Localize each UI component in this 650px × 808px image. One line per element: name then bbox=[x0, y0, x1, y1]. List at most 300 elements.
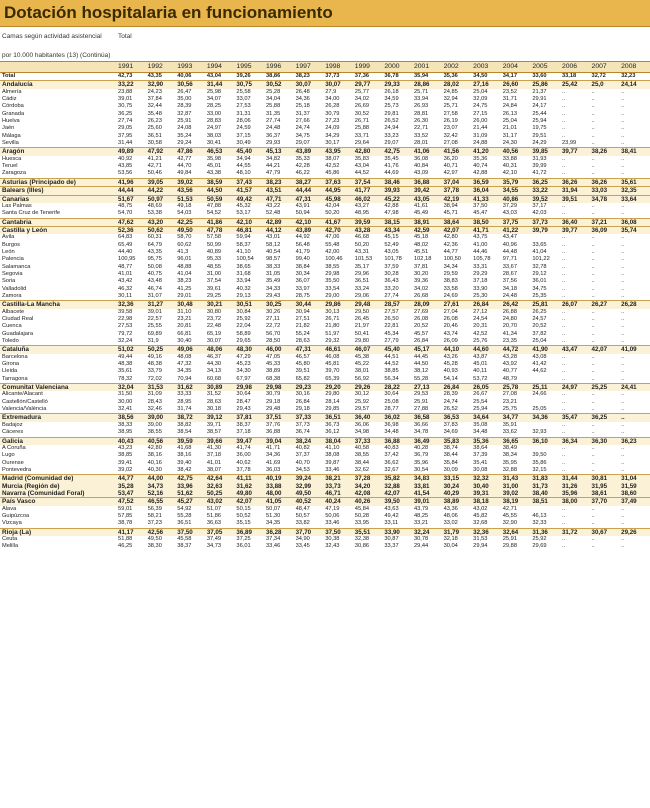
table-cell: 42,52 bbox=[325, 163, 340, 170]
table-cell: 43,02 bbox=[473, 505, 488, 512]
table-cell: 33,73 bbox=[324, 483, 354, 490]
table-cell: 39,50 bbox=[383, 498, 413, 506]
table-cell: 33,90 bbox=[473, 285, 488, 292]
table-cell: 29,32 bbox=[325, 338, 340, 345]
table-cell: 41,54 bbox=[413, 490, 443, 498]
table-cell: 41,25 bbox=[177, 285, 192, 292]
table-cell: 48,06 bbox=[443, 512, 458, 519]
table-cell: 26,27 bbox=[591, 301, 621, 309]
table-cell: 47,19 bbox=[325, 505, 340, 512]
table-cell: 40,82 bbox=[295, 444, 310, 451]
table-cell bbox=[531, 376, 561, 384]
table-cell: 25,60 bbox=[147, 125, 162, 132]
table-cell: .. bbox=[561, 125, 566, 132]
table-cell: 45,81 bbox=[325, 361, 340, 368]
table-cell: 32,72 bbox=[591, 73, 621, 81]
table-cell: 50,52 bbox=[236, 512, 251, 519]
table-cell: 49,50 bbox=[295, 490, 325, 498]
table-cell: 44,21 bbox=[266, 163, 281, 170]
table-cell: 78,32 bbox=[118, 375, 133, 382]
table-cell: 51,67 bbox=[117, 195, 147, 203]
table-cell: 48,79 bbox=[502, 375, 517, 382]
table-cell: 26,07 bbox=[561, 301, 591, 309]
table-cell: 42,64 bbox=[206, 475, 236, 483]
table-cell: .. bbox=[621, 210, 625, 217]
table-cell: 24,08 bbox=[177, 125, 192, 132]
table-cell: 37,17 bbox=[532, 202, 547, 209]
table-cell: 32,88 bbox=[502, 466, 517, 473]
table-cell: 45,32 bbox=[236, 202, 251, 209]
table-cell: 42,97 bbox=[443, 170, 458, 177]
table-cell: 58,89 bbox=[236, 330, 251, 337]
table-cell: .. bbox=[591, 155, 595, 162]
table-cell: 21,80 bbox=[325, 323, 340, 330]
table-cell: 28,22 bbox=[383, 384, 413, 392]
table-cell: 45,49 bbox=[413, 210, 429, 217]
table-cell: 33,03 bbox=[591, 187, 621, 195]
table-cell: 50,99 bbox=[206, 241, 222, 248]
table-cell: 48,00 bbox=[265, 490, 295, 498]
table-cell: 53,17 bbox=[236, 210, 251, 217]
table-cell: 25,91 bbox=[413, 398, 429, 405]
table-cell: 51,07 bbox=[206, 505, 222, 512]
table-cell: 35,15 bbox=[236, 520, 251, 527]
table-cell: 32,64 bbox=[502, 528, 532, 536]
table-cell: 34,13 bbox=[206, 368, 222, 375]
table-cell: 36,23 bbox=[620, 437, 650, 445]
table-cell: 43,20 bbox=[147, 218, 177, 226]
table-cell: 30,18 bbox=[206, 406, 222, 413]
year-header: 1993 bbox=[176, 62, 206, 73]
table-cell: 33,67 bbox=[502, 263, 517, 270]
table-cell: 39,59 bbox=[176, 437, 206, 445]
table-cell: 48,75 bbox=[118, 202, 133, 209]
table-cell: .. bbox=[561, 338, 566, 345]
table-cell: 23,99 bbox=[561, 140, 577, 147]
table-cell: 40,11 bbox=[473, 368, 487, 375]
row-label: Castilla y León bbox=[0, 226, 117, 234]
table-cell: 38,21 bbox=[324, 475, 354, 483]
table-cell: 38,56 bbox=[117, 414, 147, 422]
table-cell: .. bbox=[591, 170, 595, 177]
table-cell: .. bbox=[621, 368, 625, 375]
table-cell: 35,86 bbox=[532, 459, 547, 466]
row-label: Lleida bbox=[2, 368, 18, 375]
table-cell: 27,53 bbox=[118, 323, 133, 330]
table-cell: 39,36 bbox=[413, 278, 429, 285]
table-cell: 39,87 bbox=[325, 459, 340, 466]
table-cell: 48,02 bbox=[413, 241, 429, 248]
table-cell: 25,71 bbox=[413, 88, 429, 95]
row-label: Vizcaya bbox=[2, 520, 22, 527]
row-label: Almería bbox=[2, 88, 22, 95]
table-cell: 36,08 bbox=[413, 155, 429, 162]
table-cell: 39,31 bbox=[472, 490, 502, 498]
table-cell: 42,04 bbox=[325, 202, 340, 209]
table-cell: 56,34 bbox=[384, 375, 399, 382]
table-cell: 37,43 bbox=[235, 178, 265, 186]
table-cell: 41,76 bbox=[384, 163, 399, 170]
table-cell: 26,28 bbox=[620, 301, 650, 309]
table-cell: 31,31 bbox=[236, 110, 251, 117]
table-cell: 95,33 bbox=[206, 256, 222, 263]
year-header: 2000 bbox=[383, 62, 413, 73]
table-cell: 34,33 bbox=[266, 285, 281, 292]
table-cell: 36,51 bbox=[324, 414, 354, 422]
table-cell: 36,40 bbox=[561, 218, 591, 226]
table-cell: 37,54 bbox=[354, 178, 384, 186]
table-row bbox=[0, 506, 650, 513]
table-cell: 36,25 bbox=[591, 414, 621, 422]
table-cell: 100,95 bbox=[118, 256, 136, 263]
table-cell: 41,96 bbox=[117, 178, 147, 186]
table-cell: 36,89 bbox=[235, 528, 265, 536]
table-cell: 40,93 bbox=[443, 368, 458, 375]
table-cell: 29,64 bbox=[354, 140, 370, 147]
table-cell: 29,59 bbox=[443, 270, 458, 277]
table-cell: 42,52 bbox=[473, 330, 488, 337]
table-cell: 39,02 bbox=[176, 178, 206, 186]
table-cell: 40,75 bbox=[147, 270, 162, 277]
table-cell: 101,22 bbox=[532, 256, 550, 263]
table-cell: .. bbox=[591, 520, 595, 527]
table-cell: 38,44 bbox=[354, 459, 370, 466]
table-cell: 48,77 bbox=[118, 263, 133, 270]
table-cell: 31,71 bbox=[502, 96, 517, 103]
table-cell: 36,28 bbox=[265, 528, 295, 536]
table-cell: 34,83 bbox=[413, 475, 443, 483]
table-row bbox=[0, 256, 650, 263]
table-cell: 27,16 bbox=[472, 81, 502, 89]
table-cell: 31,62 bbox=[235, 483, 265, 490]
table-cell: 31,95 bbox=[591, 483, 621, 490]
table-cell: 29,81 bbox=[384, 110, 399, 117]
table-row bbox=[0, 354, 650, 361]
row-label: Cuenca bbox=[2, 323, 22, 330]
table-cell: 32,18 bbox=[443, 535, 458, 542]
table-cell: 28,09 bbox=[413, 301, 443, 309]
year-header: 2002 bbox=[443, 62, 473, 73]
table-cell: 41,17 bbox=[117, 528, 147, 536]
table-cell: 38,37 bbox=[236, 421, 251, 428]
table-cell: 42,80 bbox=[354, 148, 384, 156]
table-cell: 37,23 bbox=[147, 520, 162, 527]
table-cell: .. bbox=[621, 452, 625, 459]
table-cell: 35,74 bbox=[620, 226, 650, 234]
table-cell: 24,74 bbox=[295, 125, 310, 132]
table-cell: .. bbox=[561, 285, 566, 292]
table-cell: 30,34 bbox=[295, 270, 310, 277]
table-cell: 25,77 bbox=[354, 88, 370, 95]
table-cell: 28,81 bbox=[413, 110, 429, 117]
table-cell: 33,33 bbox=[177, 391, 192, 398]
table-cell: 43,05 bbox=[384, 248, 399, 255]
table-cell: 25,04 bbox=[532, 338, 547, 345]
table-cell: 30,16 bbox=[295, 391, 310, 398]
row-label: Soria bbox=[2, 278, 16, 285]
table-cell: 26,25 bbox=[532, 308, 547, 315]
table-cell: 45,01 bbox=[206, 163, 222, 170]
row-label: Extremadura bbox=[0, 414, 117, 422]
table-cell: 39,99 bbox=[532, 163, 547, 170]
table-cell: 49,84 bbox=[177, 170, 192, 177]
table-cell: 42,28 bbox=[295, 163, 310, 170]
table-cell: 41,90 bbox=[531, 346, 561, 354]
table-cell: 60,31 bbox=[147, 234, 162, 241]
table-cell: 40,24 bbox=[324, 498, 354, 506]
table-cell: 37,15 bbox=[236, 132, 251, 139]
table-cell: 44,92 bbox=[295, 234, 310, 241]
table-cell: 21,37 bbox=[532, 88, 547, 95]
table-cell bbox=[531, 445, 561, 452]
table-cell: 56,39 bbox=[147, 505, 162, 512]
table-cell: 25,92 bbox=[532, 535, 547, 542]
table-cell: 50,20 bbox=[325, 210, 340, 217]
table-row bbox=[0, 323, 650, 330]
table-cell: 70,94 bbox=[177, 375, 192, 382]
table-cell: 31,05 bbox=[266, 270, 281, 277]
table-cell: 32,15 bbox=[532, 466, 547, 473]
table-cell: 32,41 bbox=[118, 406, 133, 413]
table-cell: 38,95 bbox=[118, 429, 133, 436]
table-cell: 50,46 bbox=[147, 170, 162, 177]
table-cell: 34,98 bbox=[354, 429, 370, 436]
table-cell: 52,16 bbox=[147, 490, 177, 498]
table-cell: 28,77 bbox=[384, 406, 399, 413]
row-label: Granada bbox=[2, 110, 25, 117]
table-cell: 42,07 bbox=[443, 226, 473, 234]
table-cell: .. bbox=[561, 361, 566, 368]
table-cell: 42,07 bbox=[383, 490, 413, 498]
table-cell: 37,05 bbox=[206, 528, 236, 536]
row-label: Galicia bbox=[0, 437, 117, 445]
table-cell: 43,36 bbox=[443, 505, 458, 512]
table-cell: 37,56 bbox=[502, 278, 517, 285]
table-cell: 31,00 bbox=[502, 483, 532, 490]
table-cell: .. bbox=[561, 330, 566, 337]
table-cell: .. bbox=[561, 248, 566, 255]
table-cell: .. bbox=[621, 96, 625, 103]
table-cell: 24,97 bbox=[206, 125, 222, 132]
table-cell: 40,77 bbox=[502, 368, 517, 375]
table-cell: 25,92 bbox=[354, 398, 370, 405]
table-cell: 59,94 bbox=[236, 234, 251, 241]
table-cell: 35,96 bbox=[413, 459, 429, 466]
table-cell: 32,36 bbox=[117, 301, 147, 309]
table-cell: 48,08 bbox=[177, 353, 192, 360]
table-cell: 41,10 bbox=[325, 444, 340, 451]
table-cell: 44,55 bbox=[236, 163, 251, 170]
table-row bbox=[0, 73, 650, 81]
table-cell: 43,22 bbox=[266, 202, 281, 209]
table-cell: 29,12 bbox=[532, 270, 547, 277]
table-cell: .. bbox=[591, 429, 595, 436]
table-cell: 38,40 bbox=[531, 490, 561, 498]
table-cell: 34,48 bbox=[384, 429, 399, 436]
table-cell: 46,08 bbox=[325, 353, 340, 360]
table-cell: 37,78 bbox=[443, 187, 473, 195]
table-cell: 37,70 bbox=[295, 528, 325, 536]
table-cell: 36,78 bbox=[383, 73, 413, 81]
table-cell: 34,77 bbox=[502, 414, 532, 422]
table-cell: 55,28 bbox=[177, 512, 192, 519]
table-cell: 28,63 bbox=[206, 398, 222, 405]
table-row bbox=[0, 414, 650, 422]
table-cell: 40,56 bbox=[502, 148, 532, 156]
table-row bbox=[0, 391, 650, 398]
table-cell: 32,93 bbox=[532, 429, 547, 436]
table-cell: 50,59 bbox=[206, 195, 236, 203]
table-cell: 37,49 bbox=[620, 498, 650, 506]
table-row bbox=[0, 475, 650, 483]
table-cell: 32,63 bbox=[206, 483, 236, 490]
table-cell: 25,75 bbox=[502, 406, 517, 413]
table-cell: 43,75 bbox=[473, 234, 488, 241]
table-cell: 50,28 bbox=[354, 512, 370, 519]
table-cell: 37,42 bbox=[384, 452, 399, 459]
table-cell: 43,09 bbox=[413, 170, 429, 177]
table-cell: 38,24 bbox=[295, 437, 325, 445]
table-cell: 34,36 bbox=[266, 452, 281, 459]
table-cell: 42,03 bbox=[532, 210, 547, 217]
table-cell: 27,88 bbox=[413, 406, 429, 413]
table-cell: 35,48 bbox=[147, 110, 162, 117]
table-row bbox=[0, 483, 650, 490]
table-cell: .. bbox=[561, 163, 566, 170]
table-cell: 39,61 bbox=[206, 285, 222, 292]
table-cell: 34,36 bbox=[531, 414, 561, 422]
table-cell: 30,89 bbox=[206, 384, 236, 392]
row-label: Asturias (Principado de) bbox=[0, 178, 117, 186]
table-cell: 32,44 bbox=[147, 103, 162, 110]
table-cell: .. bbox=[591, 241, 595, 248]
table-cell: 31,93 bbox=[532, 155, 547, 162]
table-cell: 30,07 bbox=[324, 81, 354, 89]
table-cell: 36,01 bbox=[532, 278, 547, 285]
table-cell: .. bbox=[621, 466, 625, 473]
table-cell: .. bbox=[621, 459, 625, 466]
table-cell: 34,75 bbox=[295, 132, 310, 139]
table-cell: 38,30 bbox=[147, 543, 162, 550]
table-cell: .. bbox=[621, 292, 625, 299]
table-cell: 38,34 bbox=[502, 452, 517, 459]
row-label: Málaga bbox=[2, 132, 21, 139]
table-cell: .. bbox=[561, 110, 566, 117]
table-cell: 30,25 bbox=[265, 301, 295, 309]
table-cell: .. bbox=[591, 308, 595, 315]
table-cell: 38,89 bbox=[266, 368, 281, 375]
table-cell: 39,70 bbox=[325, 368, 340, 375]
row-label: A Coruña bbox=[2, 444, 26, 451]
table-cell: 36,26 bbox=[591, 178, 621, 186]
table-cell: 46,00 bbox=[265, 346, 295, 354]
table-cell: 44,50 bbox=[206, 187, 236, 195]
table-cell: 26,05 bbox=[472, 384, 502, 392]
table-cell: 45,33 bbox=[266, 361, 281, 368]
table-cell: .. bbox=[561, 234, 566, 241]
table-cell: 31,94 bbox=[561, 187, 591, 195]
table-cell: 45,23 bbox=[236, 361, 251, 368]
table-cell: 45,38 bbox=[354, 353, 370, 360]
table-cell: 50,25 bbox=[206, 490, 236, 498]
table-cell: .. bbox=[591, 278, 595, 285]
year-header: 1998 bbox=[324, 62, 354, 73]
table-cell: 42,19 bbox=[443, 195, 473, 203]
table-cell: 38,50 bbox=[472, 218, 502, 226]
table-cell: .. bbox=[591, 452, 595, 459]
table-row bbox=[0, 163, 650, 170]
table-cell: 29,98 bbox=[265, 384, 295, 392]
table-cell: 36,65 bbox=[502, 437, 532, 445]
table-cell: 35,91 bbox=[502, 421, 517, 428]
table-cell bbox=[531, 422, 561, 429]
table-cell: 43,34 bbox=[383, 226, 413, 234]
table-cell: 48,06 bbox=[206, 346, 236, 354]
table-cell: 33,15 bbox=[443, 475, 473, 483]
table-row bbox=[0, 422, 650, 429]
table-cell: 44,40 bbox=[118, 248, 133, 255]
table-cell: 34,48 bbox=[473, 429, 488, 436]
table-cell: 33,60 bbox=[531, 73, 561, 81]
table-cell: .. bbox=[621, 88, 625, 95]
table-cell: 30,51 bbox=[235, 301, 265, 309]
table-cell: 29,43 bbox=[266, 292, 281, 299]
table-cell: 51,86 bbox=[206, 512, 222, 519]
row-label: Ávila bbox=[2, 234, 15, 241]
table-cell: 20,52 bbox=[532, 323, 547, 330]
table-cell: 30,00 bbox=[118, 398, 133, 405]
table-cell: 34,29 bbox=[325, 132, 340, 139]
table-cell: 37,18 bbox=[473, 278, 488, 285]
table-cell: 28,01 bbox=[413, 140, 429, 147]
table-cell: 37,21 bbox=[591, 218, 621, 226]
table-cell: 22,81 bbox=[384, 323, 399, 330]
table-cell: 33,37 bbox=[384, 543, 399, 550]
table-cell: 34,73 bbox=[206, 543, 222, 550]
table-cell: 41,05 bbox=[265, 498, 295, 506]
table-cell: 50,08 bbox=[147, 263, 162, 270]
table-cell: 40,43 bbox=[117, 437, 147, 445]
table-cell: 38,41 bbox=[620, 148, 650, 156]
table-cell: 32,33 bbox=[532, 520, 547, 527]
table-cell: 26,48 bbox=[295, 88, 310, 95]
table-cell: 48,69 bbox=[147, 202, 162, 209]
table-cell: 34,78 bbox=[413, 429, 429, 436]
table-cell: 38,04 bbox=[324, 437, 354, 445]
table-cell: 27,69 bbox=[413, 308, 429, 315]
row-label: Albacete bbox=[2, 308, 25, 315]
table-cell: 24,54 bbox=[473, 316, 488, 323]
table-cell: 26,69 bbox=[354, 103, 370, 110]
table-cell: .. bbox=[591, 505, 595, 512]
table-cell: 40,89 bbox=[206, 248, 222, 255]
table-cell: 37,83 bbox=[443, 421, 458, 428]
table-cell: 31,37 bbox=[295, 110, 310, 117]
table-cell: 33,21 bbox=[413, 520, 429, 527]
table-cell: 42,56 bbox=[147, 528, 177, 536]
table-cell: .. bbox=[561, 103, 566, 110]
table-cell: 28,50 bbox=[266, 338, 281, 345]
table-cell: 31,53 bbox=[473, 535, 488, 542]
table-cell: 26,50 bbox=[384, 316, 399, 323]
table-cell: 26,42 bbox=[502, 301, 532, 309]
table-cell: 43,02 bbox=[206, 498, 236, 506]
table-cell: 26,84 bbox=[295, 398, 310, 405]
table-cell: 38,46 bbox=[383, 178, 413, 186]
table-cell: 40,19 bbox=[265, 475, 295, 483]
table-cell: 35,61 bbox=[620, 178, 650, 186]
table-cell: 28,14 bbox=[325, 398, 340, 405]
